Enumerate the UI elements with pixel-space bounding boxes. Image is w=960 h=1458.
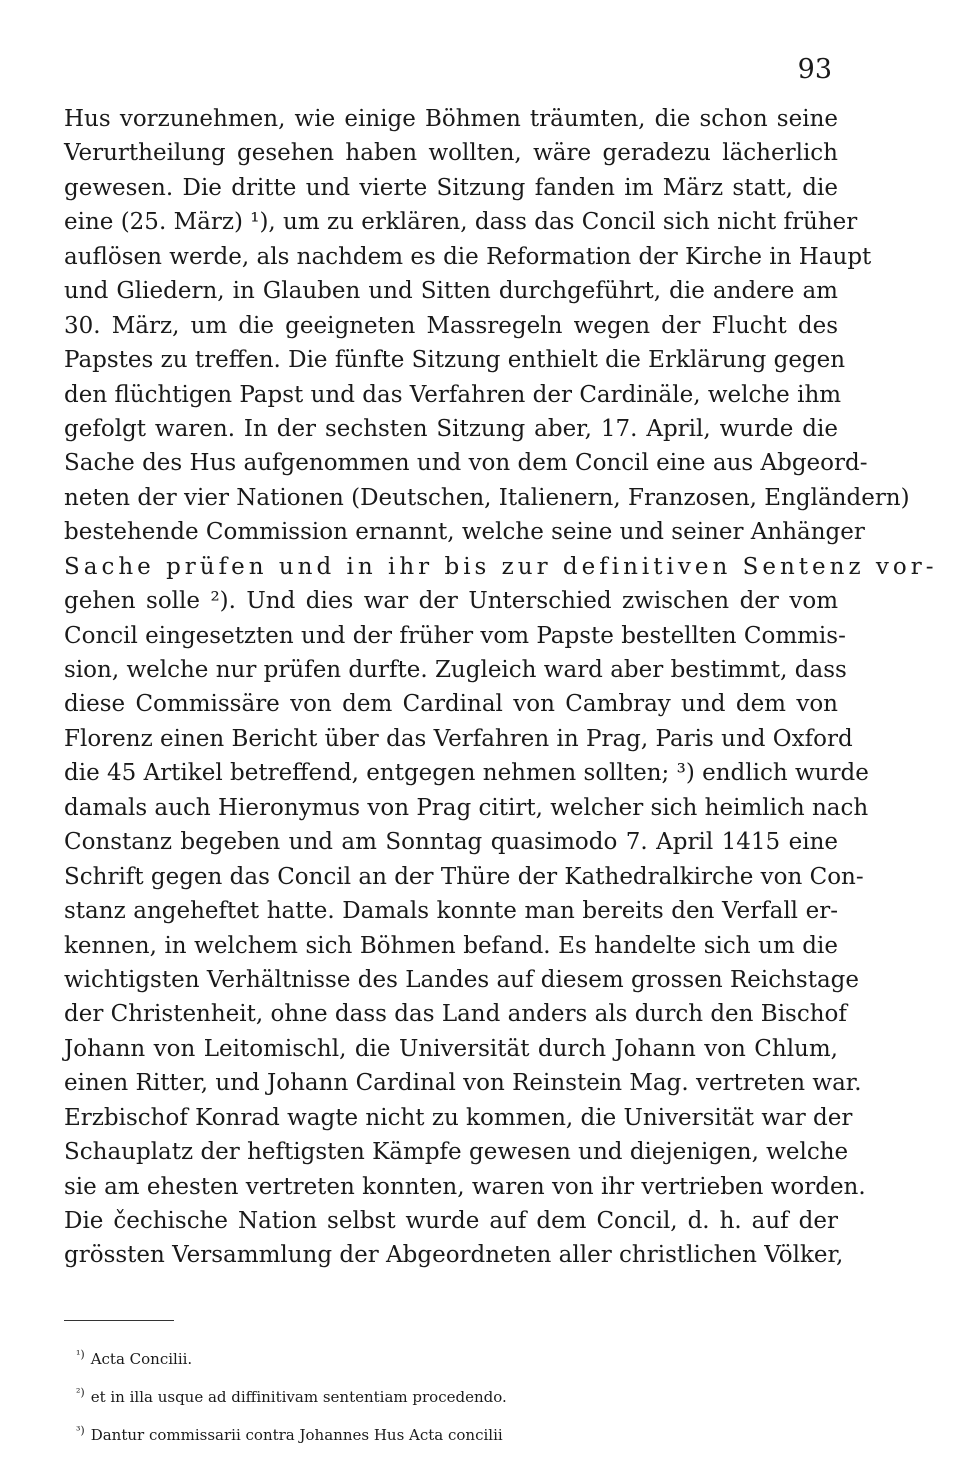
- text-line: auflösen werde, als nachdem es die Reformation der Kirche in Haupt: [64, 243, 872, 270]
- text-line: Concil eingesetzten und der früher vom Papste bestellten Commis-: [64, 622, 846, 649]
- body-text: [64, 102, 938, 1273]
- footnote-text: Dantur commissarii contra Johannes Hus Acta concilii: [90, 1426, 503, 1444]
- text-line: und Gliedern, in Glauben und Sitten durchgeführt, die andere am: [64, 278, 838, 305]
- text-line: sion, welche nur prüfen durfte. Zugleich ward aber bestimmt, dass: [64, 657, 847, 683]
- text-line: Hus vorzunehmen, wie einige Böhmen träumten, die schon seine: [64, 106, 838, 132]
- text-line: 30. März, um die geeigneten Massregeln wegen der Flucht des: [64, 312, 838, 339]
- text-line: Sache prüfen und in ihr bis zur definitiven Sentenz vor-: [64, 553, 938, 580]
- text-line: Florenz einen Bericht über das Verfahren in Prag, Paris und Oxford: [64, 725, 853, 752]
- text-line: den flüchtigen Papst und das Verfahren der Cardinäle, welche ihm: [64, 381, 842, 408]
- text-line: gewesen. Die dritte und vierte Sitzung fanden im März statt, die: [64, 174, 838, 201]
- footnote-mark: ²): [76, 1386, 85, 1399]
- text-line: der Christenheit, ohne dass das Land anders als durch den Bischof: [64, 1001, 847, 1028]
- text-line: Johann von Leitomischl, die Universität durch Johann von Chlum,: [64, 1035, 838, 1062]
- text-line: neten der vier Nationen (Deutschen, Italienern, Franzosen, Engländern): [64, 484, 910, 511]
- text-line: kennen, in welchem sich Böhmen befand. Es handelte sich um die: [64, 932, 838, 959]
- text-line: Erzbischof Konrad wagte nicht zu kommen, die Universität war der: [64, 1104, 853, 1131]
- text-line: grössten Versammlung der Abgeordneten aller christlichen Völker,: [64, 1242, 844, 1269]
- text-line: damals auch Hieronymus von Prag citirt, welcher sich heimlich nach: [64, 794, 869, 821]
- footnote: [76, 1338, 776, 1376]
- footnotes: [76, 1338, 776, 1452]
- text-line: diese Commissäre von dem Cardinal von Cambray und dem von: [64, 691, 838, 718]
- text-line: einen Ritter, und Johann Cardinal von Reinstein Mag. vertreten war.: [64, 1070, 862, 1097]
- footnote-text: Acta Concilii.: [90, 1350, 193, 1368]
- text-line: Verurtheilung gesehen haben wollten, wäre geradezu lächerlich: [64, 140, 838, 167]
- footnote-text: et in illa usque ad diffinitivam sententiam procedendo.: [90, 1388, 507, 1406]
- footnote-mark: ³): [76, 1424, 85, 1437]
- text-line: bestehende Commission ernannt, welche seine und seiner Anhänger: [64, 519, 865, 546]
- footnote-mark: ¹): [76, 1348, 85, 1361]
- page-number: 93: [797, 54, 832, 85]
- text-line: wichtigsten Verhältnisse des Landes auf diesem grossen Reichstage: [64, 966, 860, 993]
- text-line: stanz angeheftet hatte. Damals konnte man bereits den Verfall er-: [64, 898, 838, 925]
- text-line: gefolgt waren. In der sechsten Sitzung aber, 17. April, wurde die: [64, 415, 838, 442]
- text-line: Die čechische Nation selbst wurde auf dem Concil, d. h. auf der: [64, 1208, 838, 1234]
- text-line: eine (25. März) ¹), um zu erklären, dass das Concil sich nicht früher: [64, 209, 858, 236]
- text-line: gehen solle ²). Und dies war der Unterschied zwischen der vom: [64, 588, 838, 615]
- text-line: sie am ehesten vertreten konnten, waren von ihr vertrieben worden.: [64, 1173, 866, 1200]
- text-line: Papstes zu treffen. Die fünfte Sitzung enthielt die Erklärung gegen: [64, 347, 846, 374]
- footnote: [76, 1376, 776, 1414]
- text-line: Sache des Hus aufgenommen und von dem Concil eine aus Abgeord-: [64, 450, 868, 477]
- text-line: Schauplatz der heftigsten Kämpfe gewesen und diejenigen, welche: [64, 1139, 849, 1166]
- footnote: [76, 1414, 776, 1452]
- text-line: Constanz begeben und am Sonntag quasimodo 7. April 1415 eine: [64, 829, 838, 856]
- footnote-divider: [64, 1320, 174, 1321]
- text-line: Schrift gegen das Concil an der Thüre der Kathedralkirche von Con-: [64, 863, 864, 890]
- text-line: die 45 Artikel betreffend, entgegen nehmen sollten; ³) endlich wurde: [64, 760, 869, 787]
